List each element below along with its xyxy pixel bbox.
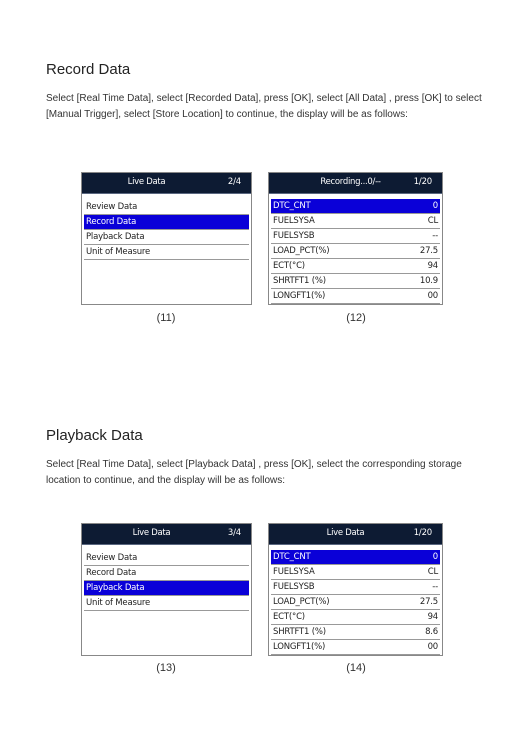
data-row-load-pct[interactable] <box>271 595 440 610</box>
page-indicator: 1/20 <box>413 177 432 187</box>
screen-12 <box>268 172 443 305</box>
data-row-load-pct[interactable] <box>271 244 440 259</box>
data-row-dtc-cnt[interactable] <box>271 199 440 214</box>
data-value: 10.9 <box>419 276 438 286</box>
record-data-paragraph: Select [Real Time Data], select [Recorded Data], press [OK], select [All Data] , press [OK] to select [Manual Trigger], select [Store Location] to continue, the display will be as follows: <box>46 93 482 120</box>
page-indicator: 3/4 <box>227 528 241 538</box>
data-value: CL <box>427 216 438 226</box>
data-value: -- <box>432 231 438 241</box>
data-label: LONGFT1(%) <box>273 291 326 301</box>
data-row-shrtft1[interactable] <box>271 625 440 640</box>
page-indicator: 1/20 <box>413 528 432 538</box>
data-row-fuelsysa[interactable] <box>271 565 440 580</box>
figure-caption-14: (14) <box>346 662 366 674</box>
data-value: 0 <box>432 552 438 562</box>
menu-item-unit-of-measure[interactable]: Unit of Measure <box>84 596 249 611</box>
screen-header <box>82 173 251 194</box>
data-row-longft1[interactable] <box>271 289 440 304</box>
menu-item-review-data[interactable]: Review Data <box>84 200 249 215</box>
data-label: ECT(°C) <box>273 261 305 271</box>
data-label: LOAD_PCT(%) <box>273 597 330 607</box>
screen-14 <box>268 523 443 656</box>
menu-item-playback-data[interactable]: Playback Data <box>84 581 249 596</box>
data-label: ECT(°C) <box>273 612 305 622</box>
data-row-longft1[interactable] <box>271 640 440 655</box>
menu-list <box>82 194 251 260</box>
data-value: 27.5 <box>419 597 438 607</box>
data-label: DTC_CNT <box>273 552 311 562</box>
data-label: FUELSYSA <box>273 216 315 226</box>
menu-item-review-data[interactable]: Review Data <box>84 551 249 566</box>
menu-list <box>82 545 251 611</box>
data-label: FUELSYSA <box>273 567 315 577</box>
data-list <box>269 545 442 655</box>
data-value: 0 <box>432 201 438 211</box>
playback-data-heading: Playback Data <box>46 427 143 444</box>
menu-item-record-data[interactable]: Record Data <box>84 215 249 230</box>
data-row-ect[interactable] <box>271 259 440 274</box>
playback-data-paragraph: Select [Real Time Data], select [Playback Data] , press [OK], select the corresponding storage location to continue, and the display will be as follows: <box>46 459 462 486</box>
data-value: CL <box>427 567 438 577</box>
data-value: -- <box>432 582 438 592</box>
figure-caption-13: (13) <box>156 662 176 674</box>
data-value: 94 <box>427 261 438 271</box>
figure-caption-11: (11) <box>156 312 176 324</box>
data-row-fuelsysa[interactable] <box>271 214 440 229</box>
screen-title: Recording...0/-- <box>320 177 381 187</box>
data-value: 00 <box>427 291 438 301</box>
screen-header <box>82 524 251 545</box>
menu-item-record-data[interactable]: Record Data <box>84 566 249 581</box>
screen-title: Live Data <box>132 528 171 538</box>
data-label: LONGFT1(%) <box>273 642 326 652</box>
screen-title: Live Data <box>326 528 365 538</box>
screen-header <box>269 524 442 545</box>
menu-item-playback-data[interactable]: Playback Data <box>84 230 249 245</box>
menu-item-unit-of-measure[interactable]: Unit of Measure <box>84 245 249 260</box>
data-value: 00 <box>427 642 438 652</box>
data-label: DTC_CNT <box>273 201 311 211</box>
screen-11 <box>81 172 252 305</box>
data-value: 27.5 <box>419 246 438 256</box>
data-label: FUELSYSB <box>273 231 315 241</box>
screen-title: Live Data <box>127 177 166 187</box>
data-row-fuelsysb[interactable] <box>271 580 440 595</box>
data-value: 94 <box>427 612 438 622</box>
data-label: SHRTFT1 (%) <box>273 627 326 637</box>
screen-header <box>269 173 442 194</box>
record-data-heading: Record Data <box>46 61 131 78</box>
data-label: FUELSYSB <box>273 582 315 592</box>
data-list <box>269 194 442 304</box>
data-row-dtc-cnt[interactable] <box>271 550 440 565</box>
figure-caption-12: (12) <box>346 312 366 324</box>
page-indicator: 2/4 <box>227 177 241 187</box>
screen-13 <box>81 523 252 656</box>
data-row-fuelsysb[interactable] <box>271 229 440 244</box>
data-row-ect[interactable] <box>271 610 440 625</box>
data-value: 8.6 <box>425 627 438 637</box>
data-label: SHRTFT1 (%) <box>273 276 326 286</box>
data-row-shrtft1[interactable] <box>271 274 440 289</box>
data-label: LOAD_PCT(%) <box>273 246 330 256</box>
